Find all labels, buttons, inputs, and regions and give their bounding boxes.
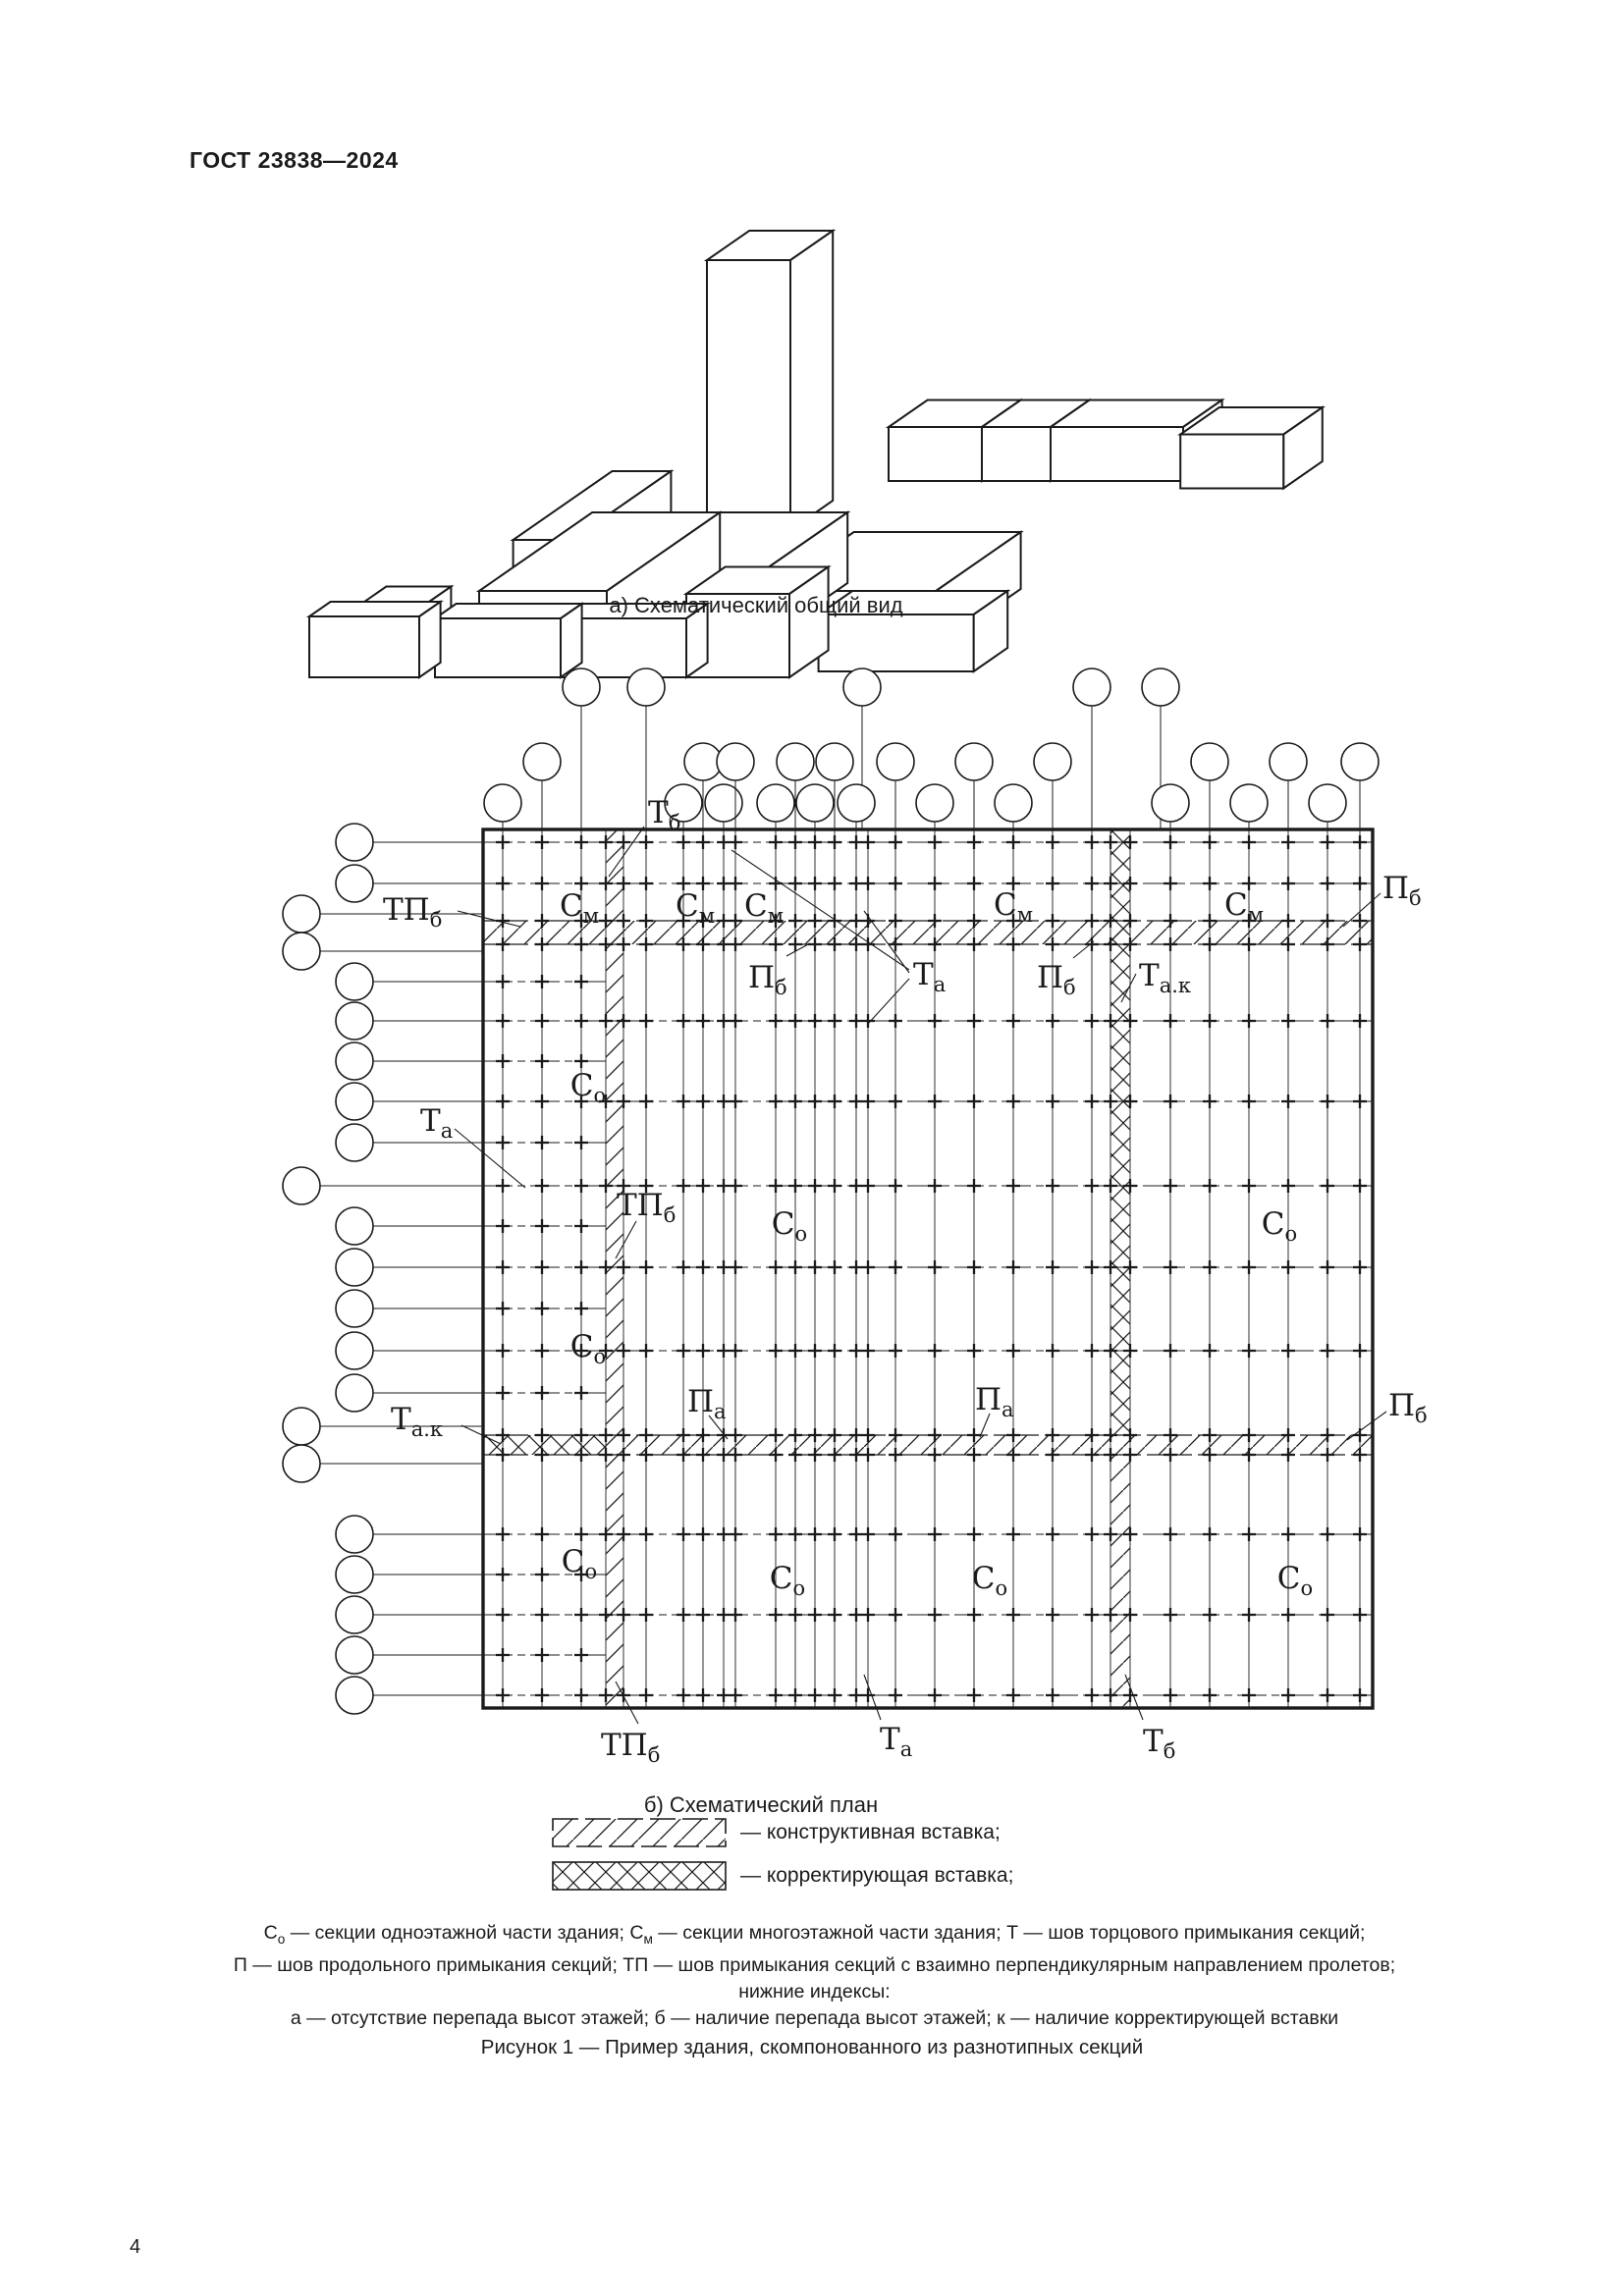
axis-bubble: [336, 1290, 373, 1327]
axis-bubble: [336, 1374, 373, 1412]
iso-box-face: [790, 231, 833, 530]
axis-bubble: [336, 1042, 373, 1080]
axis-bubble: [995, 784, 1032, 822]
cross-hatch-swatch: [552, 1861, 727, 1891]
page-title: ГОСТ 23838—2024: [189, 147, 399, 173]
axis-bubble: [1309, 784, 1346, 822]
plan-label-TPb-mid: $ТП_б$: [617, 1188, 677, 1227]
axis-bubble: [777, 743, 814, 780]
note-line-3: нижние индексы:: [738, 1980, 891, 2002]
plan-label-So-strip-2: $С_о$: [569, 1329, 607, 1368]
axis-bubble: [563, 668, 600, 706]
plan-label-So-center: $С_о$: [771, 1206, 808, 1246]
plan-label-Ta-left: $Т_а$: [420, 1103, 454, 1143]
plan-label-Pb-mid2: $П_б$: [1037, 960, 1076, 999]
plan-label-Sm-3: $С_м$: [743, 888, 785, 928]
iso-box-face: [1051, 427, 1183, 481]
plan-label-Sm-5: $С_м$: [1223, 887, 1265, 927]
axis-bubble: [336, 1124, 373, 1161]
axis-bubble: [796, 784, 834, 822]
axis-bubble: [877, 743, 914, 780]
plan-label-Pb-topright: $П_б$: [1382, 871, 1422, 910]
vertical-constructive-insert-band-lower: [1110, 1455, 1130, 1708]
note-line-1: $С_о$ — секции одноэтажной части здания; $С_м$ — секции многоэтажной части здания; Т — шов торцового примыкания секций;: [263, 1922, 1366, 1947]
axis-bubble: [955, 743, 993, 780]
axis-bubble: [1191, 743, 1228, 780]
axis-bubble: [484, 784, 521, 822]
iso-box-face: [309, 616, 419, 677]
plan-label-Sm-1: $С_м$: [559, 888, 600, 928]
axis-bubble: [283, 1445, 320, 1482]
plan-label-Tb-bottom: $Т_б$: [1143, 1724, 1176, 1763]
plan-label-So-low-3: $С_о$: [971, 1561, 1008, 1600]
caption-a: а) Схематический общий вид: [609, 593, 903, 617]
figure-caption: Рисунок 1 — Пример здания, скомпонованного из разнотипных секций: [480, 2036, 1144, 2058]
axis-bubble: [838, 784, 875, 822]
iso-box-face: [707, 260, 790, 530]
axis-bubble: [283, 933, 320, 970]
plan-label-Sm-4: $С_м$: [993, 887, 1034, 927]
axis-bubble: [717, 743, 754, 780]
axis-bubble: [336, 1083, 373, 1120]
note-line-2: П — шов продольного примыкания секций; ТП — шов примыкания секций с взаимно перпендикулярным направлением пролетов;: [233, 1953, 1396, 1976]
iso-box-face: [982, 427, 1051, 481]
plan-label-So-right: $С_о$: [1261, 1206, 1298, 1246]
plan-label-Pb-mid1: $П_б$: [748, 960, 787, 999]
plan-label-Tb-top: $Т_б$: [648, 795, 681, 834]
plan-label-So-low-2: $С_о$: [769, 1561, 806, 1600]
axis-bubble: [336, 1207, 373, 1245]
axis-bubble: [843, 668, 881, 706]
plan-label-Tak-mid: $Т_{а.к}$: [1139, 958, 1192, 997]
iso-box-face: [419, 602, 441, 677]
axis-bubble: [336, 1556, 373, 1593]
note-line-4: а — отсутствие перепада высот этажей; б — наличие перепада высот этажей; к — наличие корректирующей вставки: [290, 2006, 1339, 2029]
axis-bubble: [336, 1332, 373, 1369]
axis-bubble: [1073, 668, 1110, 706]
legend-label: — корректирующая вставка;: [740, 1864, 1014, 1887]
plan-label-TPb-left: $ТП_б$: [383, 892, 443, 932]
axis-bubble: [1034, 743, 1071, 780]
axis-bubble: [627, 668, 665, 706]
axis-bubble: [705, 784, 742, 822]
plan-label-Ta-mid: $Т_а$: [913, 957, 947, 996]
figure-notes: [125, 1920, 1504, 2032]
axis-bubble: [336, 1677, 373, 1714]
label-leader-Ta-bottom: [864, 1675, 881, 1720]
axis-bubble: [523, 743, 561, 780]
iso-box-face: [819, 614, 974, 671]
axis-bubble: [336, 865, 373, 902]
plan-label-So-low-4: $С_о$: [1276, 1561, 1314, 1600]
axis-bubble: [1142, 668, 1179, 706]
iso-box-face: [435, 604, 582, 618]
axis-bubble: [336, 1636, 373, 1674]
plan-label-Pb-right: $П_б$: [1388, 1388, 1428, 1427]
axis-bubble: [336, 1596, 373, 1633]
axis-bubble: [336, 824, 373, 861]
axis-bubble: [1230, 784, 1268, 822]
schematic-plan: [283, 668, 1428, 1767]
iso-box-face: [889, 427, 982, 481]
axis-bubble: [283, 895, 320, 933]
axis-bubble: [336, 1002, 373, 1040]
plan-label-So-strip-1: $С_о$: [569, 1068, 607, 1107]
diagonal-hatch-swatch: [552, 1818, 727, 1847]
iso-box-face: [1180, 435, 1283, 489]
legend-item-corrective: [552, 1861, 1013, 1891]
horizontal-corrective-insert-band: [483, 1435, 606, 1455]
legend-item-constructive: [552, 1818, 1001, 1847]
label-leader-Ta-left: [455, 1129, 525, 1188]
plan-label-Tak-bottom: $Т_{а.к}$: [391, 1402, 444, 1441]
vertical-constructive-insert-band: [606, 829, 623, 1708]
plan-label-TPb-bottom: $ТП_б$: [601, 1728, 661, 1767]
axis-bubble: [1270, 743, 1307, 780]
axis-bubble: [916, 784, 953, 822]
legend-label: — конструктивная вставка;: [740, 1821, 1001, 1843]
axis-bubble: [1341, 743, 1379, 780]
axis-bubble: [757, 784, 794, 822]
plan-label-So-low-1: $С_о$: [561, 1544, 598, 1583]
plan-label-Ta-bottom: $Т_а$: [880, 1722, 913, 1761]
axis-bubble: [336, 1249, 373, 1286]
axis-bubble: [283, 1408, 320, 1445]
horizontal-constructive-insert-band: [483, 921, 1373, 944]
plan-label-Pa-2: $П_а$: [975, 1382, 1014, 1421]
plan-label-Pa-1: $П_а$: [687, 1384, 727, 1423]
axis-bubble: [1152, 784, 1189, 822]
axis-bubble: [283, 1167, 320, 1204]
axis-bubble: [336, 963, 373, 1000]
label-leader-Ta-mid: [868, 979, 909, 1024]
caption-b: б) Схематический план: [643, 1792, 879, 1817]
axis-bubble: [816, 743, 853, 780]
iso-box-face: [435, 618, 561, 677]
plan-label-Sm-2: $С_м$: [675, 888, 716, 928]
axis-bubble: [336, 1516, 373, 1553]
page-number: 4: [130, 2236, 141, 2258]
